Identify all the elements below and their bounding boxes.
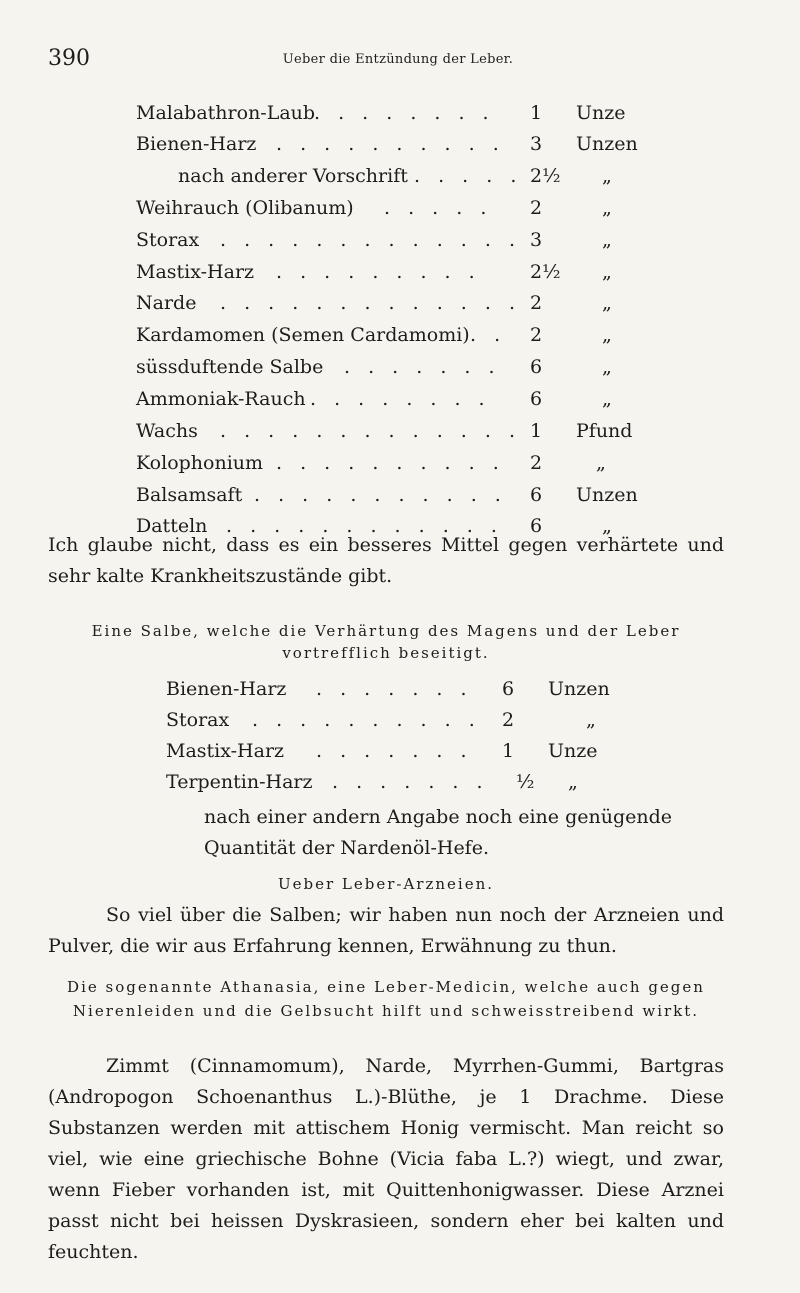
- ingredient-unit: „: [602, 356, 612, 378]
- ingredient-quantity: 2: [502, 709, 515, 731]
- ingredient-name: Storax: [166, 709, 230, 731]
- ingredient-quantity: 6: [502, 678, 515, 700]
- ingredient-name: Mastix-Harz: [166, 740, 285, 762]
- ingredient-quantity: 3: [530, 133, 543, 155]
- ingredient-quantity: ½: [516, 771, 535, 793]
- section-heading-arzneien: Ueber Leber-Arzneien.: [277, 875, 495, 893]
- ingredient-quantity: 2½: [530, 165, 561, 187]
- leader-dots: . . . . . . .: [316, 678, 473, 700]
- ingredient-quantity: 1: [530, 420, 543, 442]
- leader-dots: . . . . . . . . . .: [276, 452, 505, 474]
- page-number: 390: [48, 46, 90, 71]
- ingredient-name: Mastix-Harz: [136, 261, 255, 283]
- page-header: [48, 46, 748, 76]
- ingredient-name: Balsamsaft: [136, 484, 243, 506]
- ingredient-unit: „: [586, 709, 596, 731]
- leader-dots: . . . . . . . . . .: [252, 709, 481, 731]
- ingredient-unit: „: [602, 197, 612, 219]
- leader-dots: . . . . . . . . . . . . .: [220, 292, 521, 314]
- ingredient-unit: „: [602, 165, 612, 187]
- section-heading-salbe: Eine Salbe, welche die Verhärtung des Magens und der Leber vortrefflich beseitigt.: [91, 622, 681, 662]
- leader-dots: . . . . . . . . . . . .: [226, 515, 503, 537]
- paragraph-athanasia: Zimmt (Cinnamomum), Narde, Myrrhen-Gummi, Bartgras (Andropogon Schoenanthus L.)-Blüthe, je 1 Drachme. Diese Substanzen werden mit attischem Honig vermischt. Man reicht so viel, wie eine griechische Bohne (Vicia faba L.?) wiegt, und zwar, wenn Fieber vorhanden ist, mit Quittenhonigwasser. Diese Arznei passt nicht bei heissen Dyskrasieen, sondern eher bei kalten und feuchten.: [48, 1055, 724, 1263]
- ingredient-name: Terpentin-Harz: [166, 771, 313, 793]
- paragraph-conclusion: Ich glaube nicht, dass es ein besseres Mittel gegen verhärtete und sehr kalte Krankheitszustände gibt.: [48, 534, 724, 587]
- ingredient-quantity: 2: [530, 197, 543, 219]
- ingredient-quantity: 2: [530, 292, 543, 314]
- ingredient-quantity: 2½: [530, 261, 561, 283]
- ingredient-unit: Unzen: [576, 133, 638, 155]
- leader-dots: . .: [470, 324, 507, 346]
- running-title: Ueber die Entzündung der Leber.: [282, 52, 514, 67]
- leader-dots: . . . . . . .: [344, 356, 501, 378]
- leader-dots: . . . . . . .: [316, 740, 473, 762]
- leader-dots: . . . . . . . . .: [276, 261, 481, 283]
- leader-dots: . . . . .: [384, 197, 493, 219]
- ingredient-unit: „: [602, 292, 612, 314]
- ingredient-unit: „: [602, 229, 612, 251]
- ingredient-quantity: 1: [502, 740, 515, 762]
- leader-dots: . . . . . . .: [332, 771, 489, 793]
- paragraph-arzneien: So viel über die Salben; wir haben nun noch der Arzneien und Pulver, die wir aus Erfahrung kennen, Erwähnung zu thun.: [48, 904, 724, 957]
- ingredient-name: süssduftende Salbe: [136, 356, 324, 378]
- ingredient-unit: „: [596, 452, 606, 474]
- ingredient-unit: „: [568, 771, 578, 793]
- ingredient-name: Kolophonium: [136, 452, 264, 474]
- ingredient-quantity: 1: [530, 102, 543, 124]
- ingredient-name: Wachs: [136, 420, 198, 442]
- leader-dots: . . . . . . . .: [310, 388, 491, 410]
- leader-dots: . . . . . . . .: [314, 102, 495, 124]
- ingredient-name: Weihrauch (Olibanum): [136, 197, 354, 219]
- ingredient-unit: Unze: [576, 102, 626, 124]
- leader-dots: . . . . . . . . . .: [276, 133, 505, 155]
- ingredient-unit: „: [602, 388, 612, 410]
- ingredient-quantity: 6: [530, 484, 543, 506]
- ingredient-unit: Unzen: [548, 678, 610, 700]
- ingredient-quantity: 3: [530, 229, 543, 251]
- ingredient-quantity: 6: [530, 388, 543, 410]
- ingredient-quantity: 2: [530, 324, 543, 346]
- section-heading-athanasia: Die sogenannte Athanasia, eine Leber-Medicin, welche auch gegen Nierenleiden und die Gelbsucht hilft und schweisstreibend wirkt.: [67, 978, 705, 1020]
- ingredient-unit: „: [602, 261, 612, 283]
- ingredient-name: nach anderer Vorschrift: [178, 165, 408, 187]
- ingredient-quantity: 6: [530, 356, 543, 378]
- ingredient-quantity: 6: [530, 515, 543, 537]
- leader-dots: . . . . .: [414, 165, 523, 187]
- ingredient-name: Datteln: [136, 515, 208, 537]
- leader-dots: . . . . . . . . . . . . .: [220, 420, 521, 442]
- ingredient-unit: Unzen: [576, 484, 638, 506]
- ingredient-unit: „: [602, 324, 612, 346]
- leader-dots: . . . . . . . . . . .: [254, 484, 507, 506]
- ingredient-quantity: 2: [530, 452, 543, 474]
- ingredient-name: Storax: [136, 229, 200, 251]
- ingredient-name: Bienen-Harz: [136, 133, 257, 155]
- ingredient-name: Kardamomen (Semen Cardamomi): [136, 324, 470, 346]
- ingredient-name: Bienen-Harz: [166, 678, 287, 700]
- leader-dots: . . . . . . . . . . . . .: [220, 229, 521, 251]
- ingredient-unit: Unze: [548, 740, 598, 762]
- ingredient-name: Narde: [136, 292, 197, 314]
- recipe-note: nach einer andern Angabe noch eine genügende Quantität der Nardenöl-Hefe.: [204, 806, 672, 859]
- ingredient-name: Malabathron-Laub: [136, 102, 316, 124]
- ingredient-unit: Pfund: [576, 420, 633, 442]
- ingredient-unit: „: [602, 515, 612, 537]
- ingredient-name: Ammoniak-Rauch: [136, 388, 306, 410]
